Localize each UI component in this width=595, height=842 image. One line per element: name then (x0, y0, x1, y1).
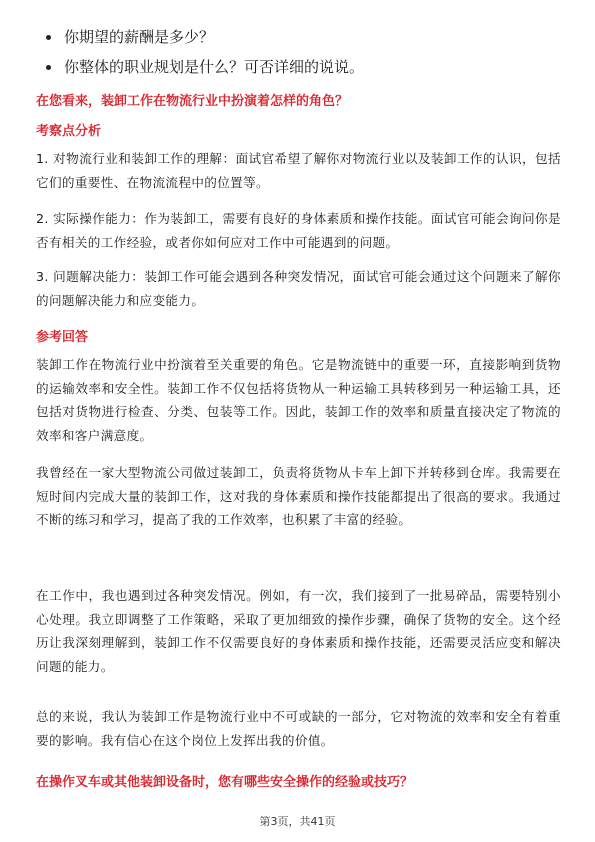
answer-paragraph: 在工作中，我也遇到过各种突发情况。例如，有一次，我们接到了一批易碎品，需要特别小心处理。我立即调整了工作策略，采取了更加细致的操作步骤，确保了货物的安全。这个经历让我深刻理解到，装卸工作不仅需要良好的身体素质和操作技能，还需要灵活应变和解决问题的能力。 (36, 588, 561, 674)
page-number: 第3页，共41页 (259, 815, 336, 828)
analysis-item: 1. 对物流行业和装卸工作的理解：面试官希望了解你对物流行业以及装卸工作的认识，包括它们的重要性、在物流流程中的位置等。 (36, 151, 561, 190)
analysis-item: 3. 问题解决能力：装卸工作可能会遇到各种突发情况，面试官可能会通过这个问题来了解你的问题解决能力和应变能力。 (36, 269, 561, 308)
question-heading: 在您看来，装卸工作在物流行业中扮演着怎样的角色？ (36, 94, 349, 109)
bullet-item: 你期望的薪酬是多少？ (44, 22, 564, 52)
bullet-item: 你整体的职业规划是什么？可否详细的说说。 (44, 52, 564, 82)
question-heading: 在操作叉车或其他装卸设备时，您有哪些安全操作的经验或技巧？ (36, 775, 414, 790)
analysis-title: 考察点分析 (36, 124, 102, 139)
answer-title: 参考回答 (36, 330, 89, 345)
answer-paragraph: 我曾经在一家大型物流公司做过装卸工，负责将货物从卡车上卸下并转移到仓库。我需要在短时间内完成大量的装卸工作，这对我的身体素质和操作技能都提出了很高的要求。我通过不断的练习和学习，提高了我的工作效率，也积累了丰富的经验。 (36, 465, 561, 527)
answer-paragraph: 总的来说，我认为装卸工作是物流行业中不可或缺的一部分，它对物流的效率和安全有着重要的影响。我有信心在这个岗位上发挥出我的价值。 (36, 709, 561, 748)
answer-paragraph: 装卸工作在物流行业中扮演着至关重要的角色。它是物流链中的重要一环，直接影响到货物的运输效率和安全性。装卸工作不仅包括将货物从一种运输工具转移到另一种运输工具，还包括对货物进行检查、分类、包装等工作。因此，装卸工作的效率和质量直接决定了物流的效率和客户满意度。 (36, 357, 561, 443)
analysis-item: 2. 实际操作能力：作为装卸工，需要有良好的身体素质和操作技能。面试官可能会询问你是否有相关的工作经验，或者你如何应对工作中可能遇到的问题。 (36, 211, 561, 250)
bullet-list (44, 22, 564, 82)
